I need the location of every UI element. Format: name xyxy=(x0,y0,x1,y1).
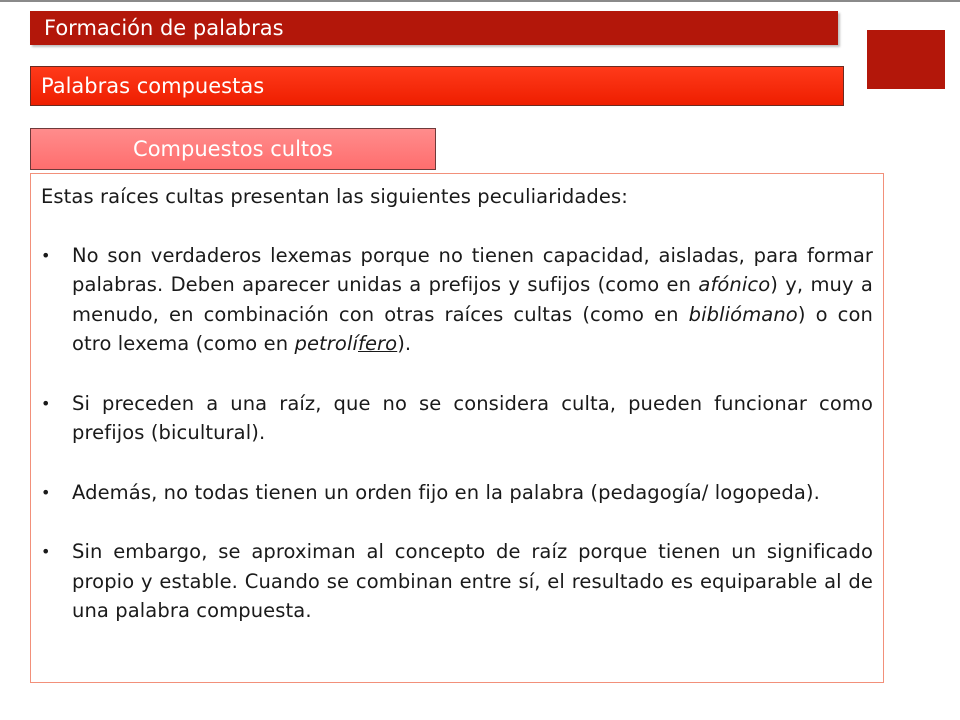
example-word-underlined: fero xyxy=(358,332,398,355)
item-text: Sin embargo, se aproximan al concepto de raíz porque tienen un significado propio y estable. Cuando se combinan entre sí, el resultado es equiparable al de una palabra compuesta. xyxy=(72,540,873,622)
intro-text: Estas raíces cultas presentan las siguientes peculiaridades: xyxy=(41,185,628,208)
item-text: ). xyxy=(397,332,412,355)
subtitle: Palabras compuestas xyxy=(41,73,265,98)
list-item xyxy=(41,537,873,626)
list-item xyxy=(41,241,873,359)
example-word: afónico xyxy=(698,273,771,296)
section-title: Compuestos cultos xyxy=(133,136,333,161)
example-word: bibliómano xyxy=(688,302,798,326)
item-text: No son verdaderos lexemas porque no tienen capacidad, aisladas, para formar palabras. Deben aparecer unidas a prefijos y sufijos (como en xyxy=(72,243,873,296)
bullet-icon: • xyxy=(41,482,51,502)
top-divider xyxy=(0,0,960,2)
item-text: Además, no todas tienen un orden fijo en la palabra (pedagogía/ logopeda). xyxy=(72,480,820,504)
list-item xyxy=(41,389,873,448)
decorative-square xyxy=(867,30,945,89)
bullet-icon: • xyxy=(41,542,51,561)
main-title: Formación de palabras xyxy=(44,15,284,40)
bullet-icon: • xyxy=(41,245,51,265)
item-text: ) y, muy a menudo, en combinación con otras raíces cultas (como en xyxy=(72,273,873,326)
content-box xyxy=(30,173,884,683)
item-text: Si preceden a una raíz, que no se considera culta, pueden funcionar como prefijos (bicultural). xyxy=(72,391,873,444)
bullet-icon: • xyxy=(41,393,51,413)
subtitle-bar xyxy=(30,66,844,106)
main-title-bar xyxy=(30,11,838,45)
bullet-list xyxy=(41,241,873,626)
item-text: ) o con otro lexema (como en xyxy=(72,302,873,355)
example-word: petrolí xyxy=(294,332,358,355)
section-tab xyxy=(30,128,436,170)
list-item xyxy=(41,478,873,508)
